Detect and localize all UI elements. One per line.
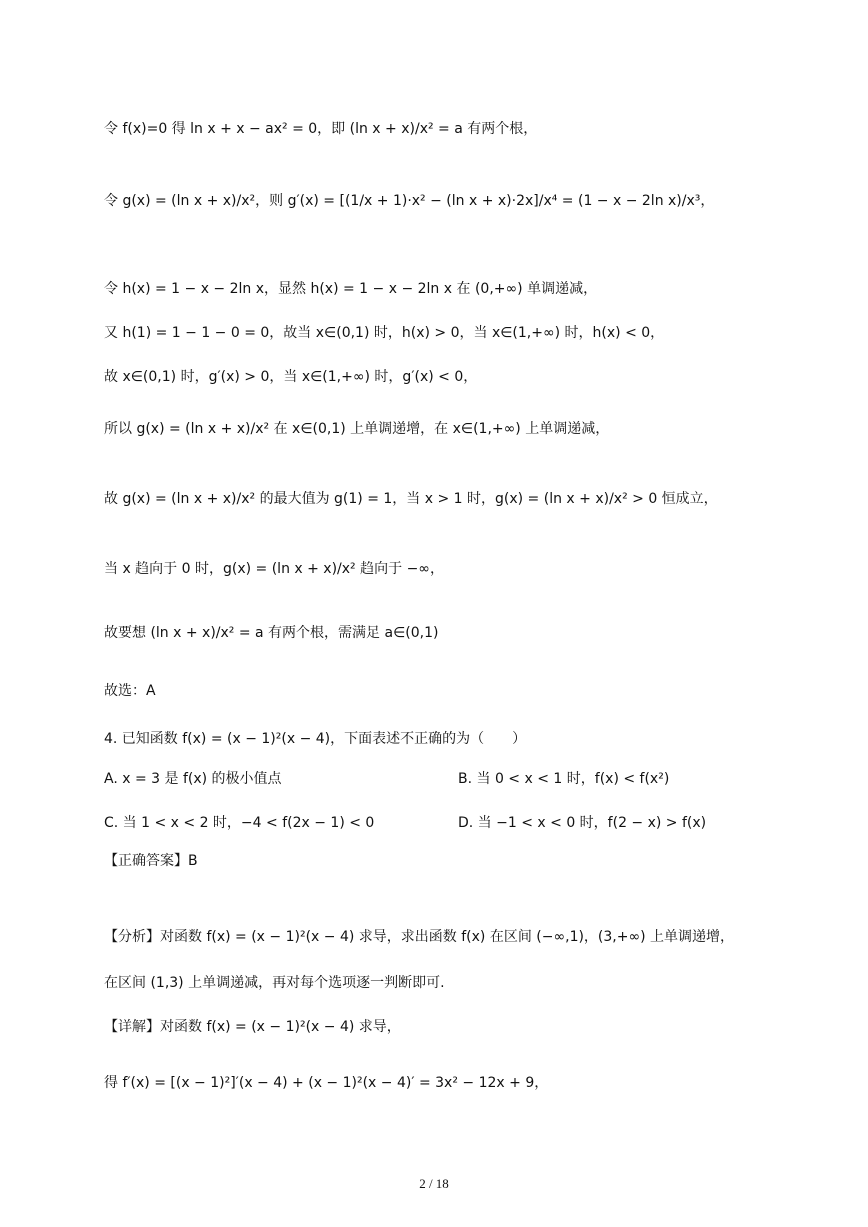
text-line-l3: 令 h(x) = 1 − x − 2ln x，显然 h(x) = 1 − x − 2ln x 在 (0,+∞) 单调递减， xyxy=(104,281,598,297)
text-line-l9: 故要想 (ln x + x)/x² = a 有两个根，需满足 a∈(0,1) xyxy=(104,625,439,641)
text-line-l7: 故 g(x) = (ln x + x)/x² 的最大值为 g(1) = 1，当 x > 1 时，g(x) = (ln x + x)/x² > 0 恒成立， xyxy=(104,491,718,507)
option-D: D. 当 −1 < x < 0 时，f(2 − x) > f(x) xyxy=(458,815,707,831)
text-line-l19: 得 f′(x) = [(x − 1)²]′(x − 4) + (x − 1)²(x − 4)′ = 3x² − 12x + 9， xyxy=(104,1075,549,1091)
text-line-l11: 4. 已知函数 f(x) = (x − 1)²(x − 4)，下面表述不正确的为（ ） xyxy=(104,731,527,747)
text-line-l16: 【分析】对函数 f(x) = (x − 1)²(x − 4) 求导，求出函数 f(x) 在区间 (−∞,1)，(3,+∞) 上单调递增， xyxy=(104,929,735,945)
text-line-l18: 【详解】对函数 f(x) = (x − 1)²(x − 4) 求导， xyxy=(104,1019,401,1035)
option-B: B. 当 0 < x < 1 时，f(x) < f(x²) xyxy=(458,771,670,787)
text-line-l4: 又 h(1) = 1 − 1 − 0 = 0，故当 x∈(0,1) 时，h(x) > 0，当 x∈(1,+∞) 时，h(x) < 0， xyxy=(104,325,665,341)
text-line-l1: 令 f(x)=0 得 ln x + x − ax² = 0，即 (ln x + x)/x² = a 有两个根， xyxy=(104,121,538,137)
text-line-l10: 故选：A xyxy=(104,683,156,699)
text-line-l2: 令 g(x) = (ln x + x)/x²，则 g′(x) = [(1/x + 1)·x² − (ln x + x)·2x]/x⁴ = (1 − x − 2ln x)/x³， xyxy=(104,193,715,209)
text-line-l15: 【正确答案】B xyxy=(104,853,198,869)
page-number: 2 / 18 xyxy=(419,1176,449,1191)
option-C: C. 当 1 < x < 2 时，−4 < f(2x − 1) < 0 xyxy=(104,815,375,831)
option-A: A. x = 3 是 f(x) 的极小值点 xyxy=(104,771,282,787)
text-line-l8: 当 x 趋向于 0 时，g(x) = (ln x + x)/x² 趋向于 −∞， xyxy=(104,561,444,577)
text-line-l6: 所以 g(x) = (ln x + x)/x² 在 x∈(0,1) 上单调递增，在 x∈(1,+∞) 上单调递减， xyxy=(104,421,610,437)
text-line-l5: 故 x∈(0,1) 时，g′(x) > 0，当 x∈(1,+∞) 时，g′(x) < 0， xyxy=(104,369,478,385)
text-line-l17: 在区间 (1,3) 上单调递减，再对每个选项逐一判断即可. xyxy=(104,975,445,991)
